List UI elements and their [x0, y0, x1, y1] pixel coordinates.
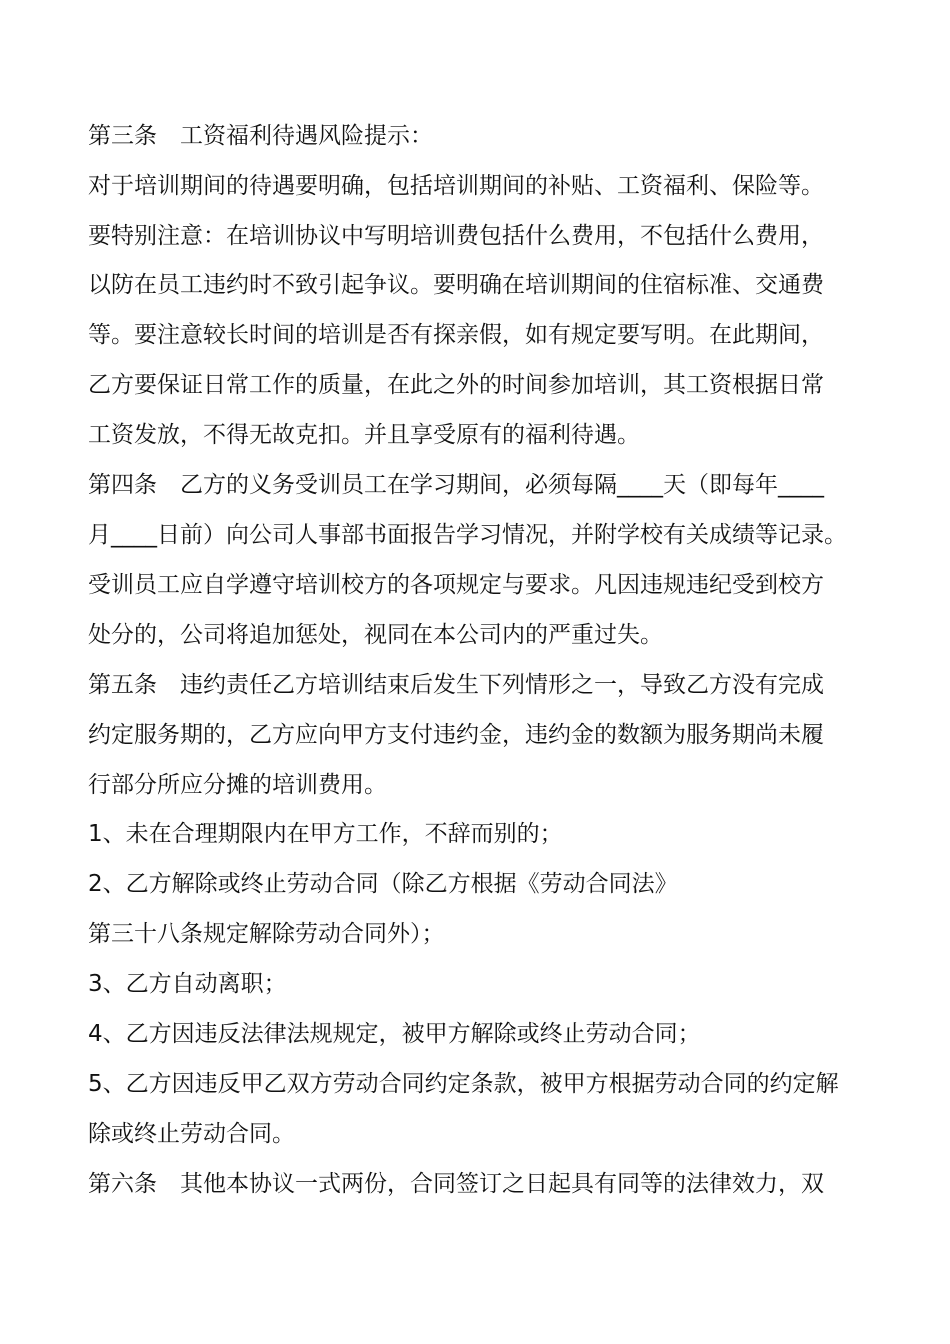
paragraph-line: 约定服务期的，乙方应向甲方支付违约金，违约金的数额为服务期尚未履 — [88, 722, 824, 748]
paragraph-line: 乙方要保证日常工作的质量，在此之外的时间参加培训，其工资根据日常 — [88, 372, 824, 398]
paragraph-line: 受训员工应自学遵守培训校方的各项规定与要求。凡因违规违纪受到校方 — [88, 572, 824, 598]
paragraph-line: 工资发放，不得无故克扣。并且享受原有的福利待遇。 — [88, 422, 640, 448]
article-3-heading: 第三条 工资福利待遇风险提示： — [88, 123, 433, 149]
article-4-heading: 第四条 乙方的义务受训员工在学习期间，必须每隔____天（即每年____ — [88, 472, 824, 498]
paragraph-line: 等。要注意较长时间的培训是否有探亲假，如有规定要写明。在此期间， — [88, 322, 824, 348]
paragraph-line: 以防在员工违约时不致引起争议。要明确在培训期间的住宿标准、交通费 — [88, 272, 824, 298]
paragraph-line: 行部分所应分摊的培训费用。 — [88, 772, 387, 798]
list-item: 3、乙方自动离职； — [88, 971, 287, 997]
list-item: 1、未在合理期限内在甲方工作，不辞而别的； — [88, 821, 563, 847]
list-item: 2、乙方解除或终止劳动合同（除乙方根据《劳动合同法》 — [88, 871, 678, 897]
article-5-heading: 第五条 违约责任乙方培训结束后发生下列情形之一，导致乙方没有完成 — [88, 672, 824, 698]
paragraph-line: 处分的，公司将追加惩处，视同在本公司内的严重过失。 — [88, 622, 663, 648]
paragraph-line: 对于培训期间的待遇要明确，包括培训期间的补贴、工资福利、保险等。 — [88, 173, 824, 199]
list-item-continuation: 除或终止劳动合同。 — [88, 1121, 295, 1147]
list-item-continuation: 第三十八条规定解除劳动合同外）； — [88, 921, 445, 947]
paragraph-line: 要特别注意：在培训协议中写明培训费包括什么费用，不包括什么费用， — [88, 223, 824, 249]
paragraph-line: 月____日前）向公司人事部书面报告学习情况，并附学校有关成绩等记录。 — [88, 522, 847, 548]
list-item: 5、乙方因违反甲乙双方劳动合同约定条款，被甲方根据劳动合同的约定解 — [88, 1071, 839, 1097]
article-6-heading: 第六条 其他本协议一式两份，合同签订之日起具有同等的法律效力，双 — [88, 1171, 824, 1197]
list-item: 4、乙方因违反法律法规规定，被甲方解除或终止劳动合同； — [88, 1021, 701, 1047]
